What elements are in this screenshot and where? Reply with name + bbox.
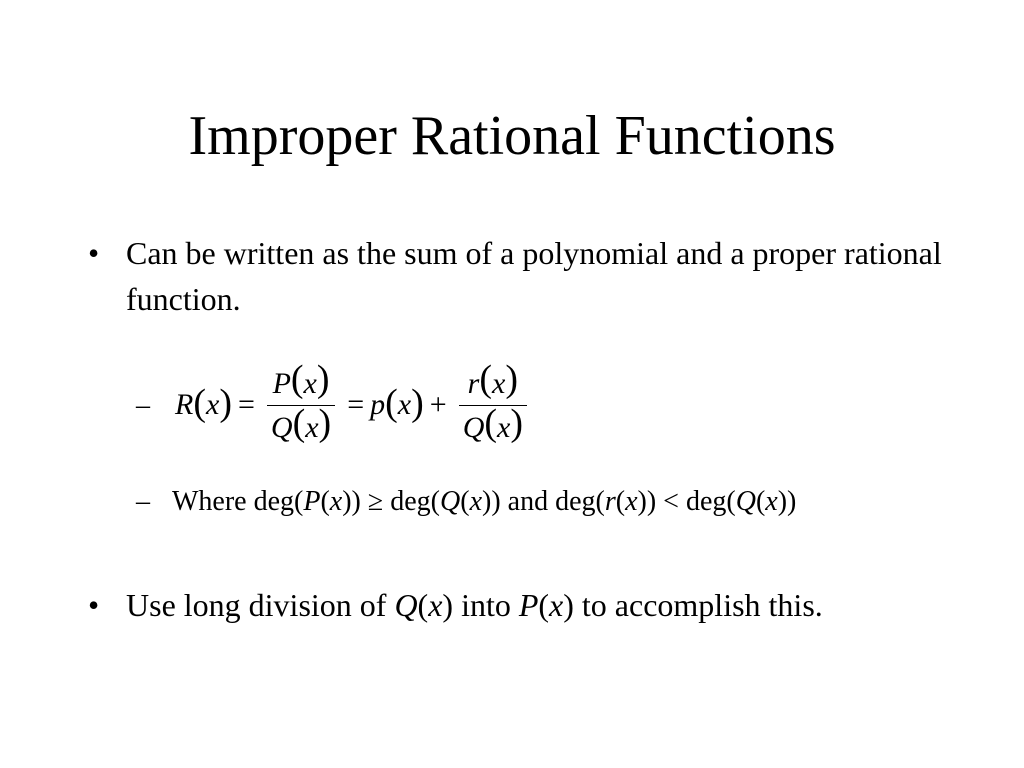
equation-symbol: x [497, 410, 511, 444]
equation-symbol: Q [270, 410, 293, 444]
equation-symbol: p [370, 388, 386, 421]
fraction-p-over-q: $\frac{P(x)}{Q(x)}$ [267, 362, 335, 449]
sub-item-marker: – [136, 486, 150, 517]
equation-symbol: x [492, 366, 506, 400]
equation-symbol: x [305, 410, 319, 444]
fraction-r-over-q: $\frac{r(x)}{Q(x)}$ [459, 362, 527, 449]
bullet-marker: • [88, 587, 100, 623]
equation-operator: = [237, 388, 255, 421]
equation: R ( x ) = $\frac{P(x)}{Q(x)}$ = p ( x ) + $\frac{r(x)}{Q(x)}$ [175, 355, 533, 455]
equation-symbol: x [303, 366, 317, 400]
bullet-item-2 [88, 582, 968, 628]
sub-item-degree-condition [136, 484, 796, 520]
equation-symbol: P [272, 366, 291, 400]
bullet-text: Can be written as the sum of a polynomial and a proper rational function. [126, 235, 942, 317]
equation-symbol: r [467, 366, 480, 400]
bullet-item-1 [88, 230, 968, 322]
equation-symbol: x [205, 388, 220, 421]
bullet-text: Use long division of Q(x) into P(x) to accomplish this. [126, 587, 823, 623]
sub-item-marker: – [136, 390, 150, 421]
equation-symbol: x [397, 388, 412, 421]
equation-operator: = [347, 388, 365, 421]
sub-item-text: Where deg(P(x)) ≥ deg(Q(x)) and deg(r(x)) < deg(Q(x)) [172, 486, 797, 517]
equation-operator: + [429, 388, 447, 421]
equation-symbol: Q [462, 410, 485, 444]
slide-title: Improper Rational Functions [188, 105, 836, 167]
equation-symbol: R [175, 388, 194, 421]
bullet-marker: • [88, 235, 100, 271]
